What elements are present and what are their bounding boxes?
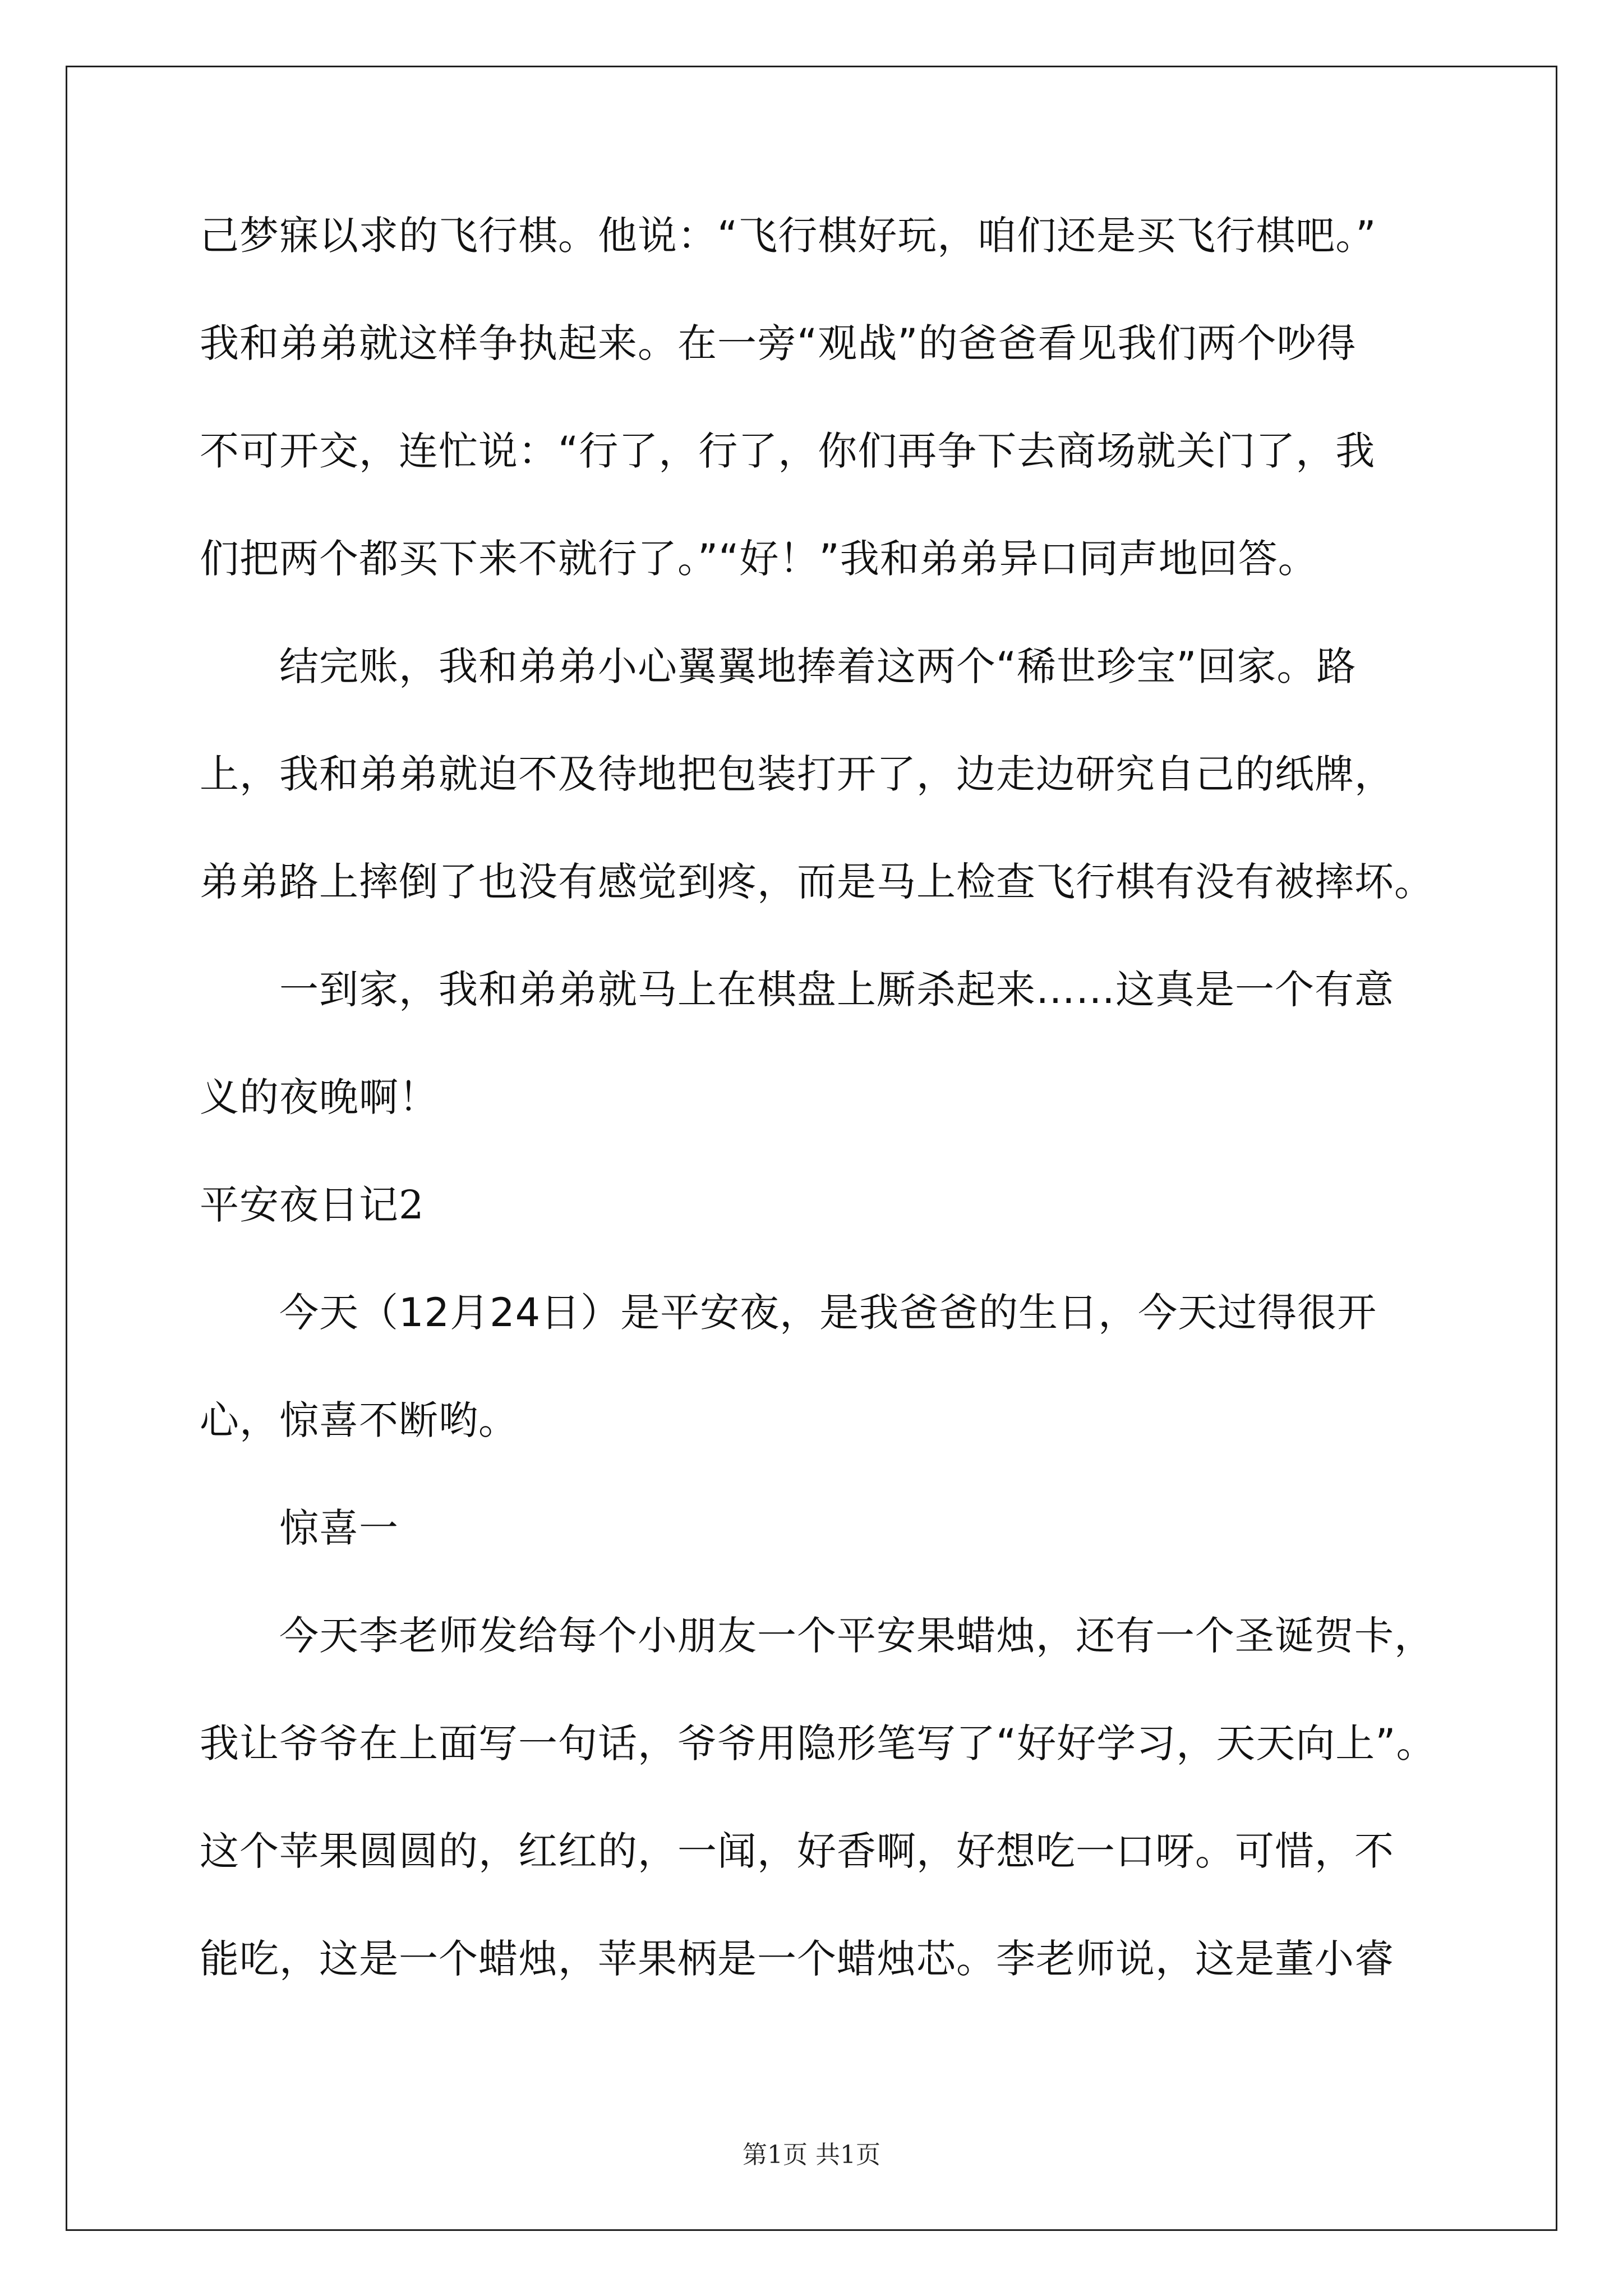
text-line: 不可开交，连忙说：“行了，行了，你们再争下去商场就关门了，我 (200, 428, 1376, 474)
paragraph-start-line: 一到家，我和弟弟就马上在棋盘上厮杀起来……这真是一个有意 (279, 967, 1394, 1013)
text-line: 这个苹果圆圆的，红红的，一闻，好香啊，好想吃一口呀。可惜，不 (200, 1828, 1394, 1874)
page-border (66, 66, 1557, 2231)
section-title: 平安夜日记2 (200, 1182, 425, 1228)
text-line: 能吃，这是一个蜡烛，苹果柄是一个蜡烛芯。李老师说，这是董小睿 (200, 1936, 1394, 1982)
text-line: 己梦寐以求的飞行棋。他说：“飞行棋好玩，咱们还是买飞行棋吧。” (200, 213, 1377, 259)
text-line: 我让爷爷在上面写一句话，爷爷用隐形笔写了“好好学习，天天向上”。 (200, 1720, 1436, 1766)
text-line: 我和弟弟就这样争执起来。在一旁“观战”的爸爸看见我们两个吵得 (200, 320, 1357, 366)
text-line: 义的夜晚啊！ (200, 1074, 439, 1120)
text-line: 弟弟路上摔倒了也没有感觉到疼，而是马上检查飞行棋有没有被摔坏。 (200, 859, 1434, 905)
text-line: 心，惊喜不断哟。 (200, 1397, 518, 1443)
paragraph-start-line: 今天（12月24日）是平安夜，是我爸爸的生日，今天过得很开 (279, 1290, 1377, 1336)
text-line: 们把两个都买下来不就行了。”“好！”我和弟弟异口同声地回答。 (200, 536, 1318, 582)
subheading: 惊喜一 (279, 1505, 399, 1551)
text-line: 上，我和弟弟就迫不及待地把包装打开了，边走边研究自己的纸牌， (200, 751, 1394, 797)
paragraph-start-line: 结完账，我和弟弟小心翼翼地捧着这两个“稀世珍宝”回家。路 (279, 643, 1357, 689)
paragraph-start-line: 今天李老师发给每个小朋友一个平安果蜡烛，还有一个圣诞贺卡， (279, 1613, 1434, 1659)
page-footer: 第1页 共1页 (743, 2141, 880, 2169)
